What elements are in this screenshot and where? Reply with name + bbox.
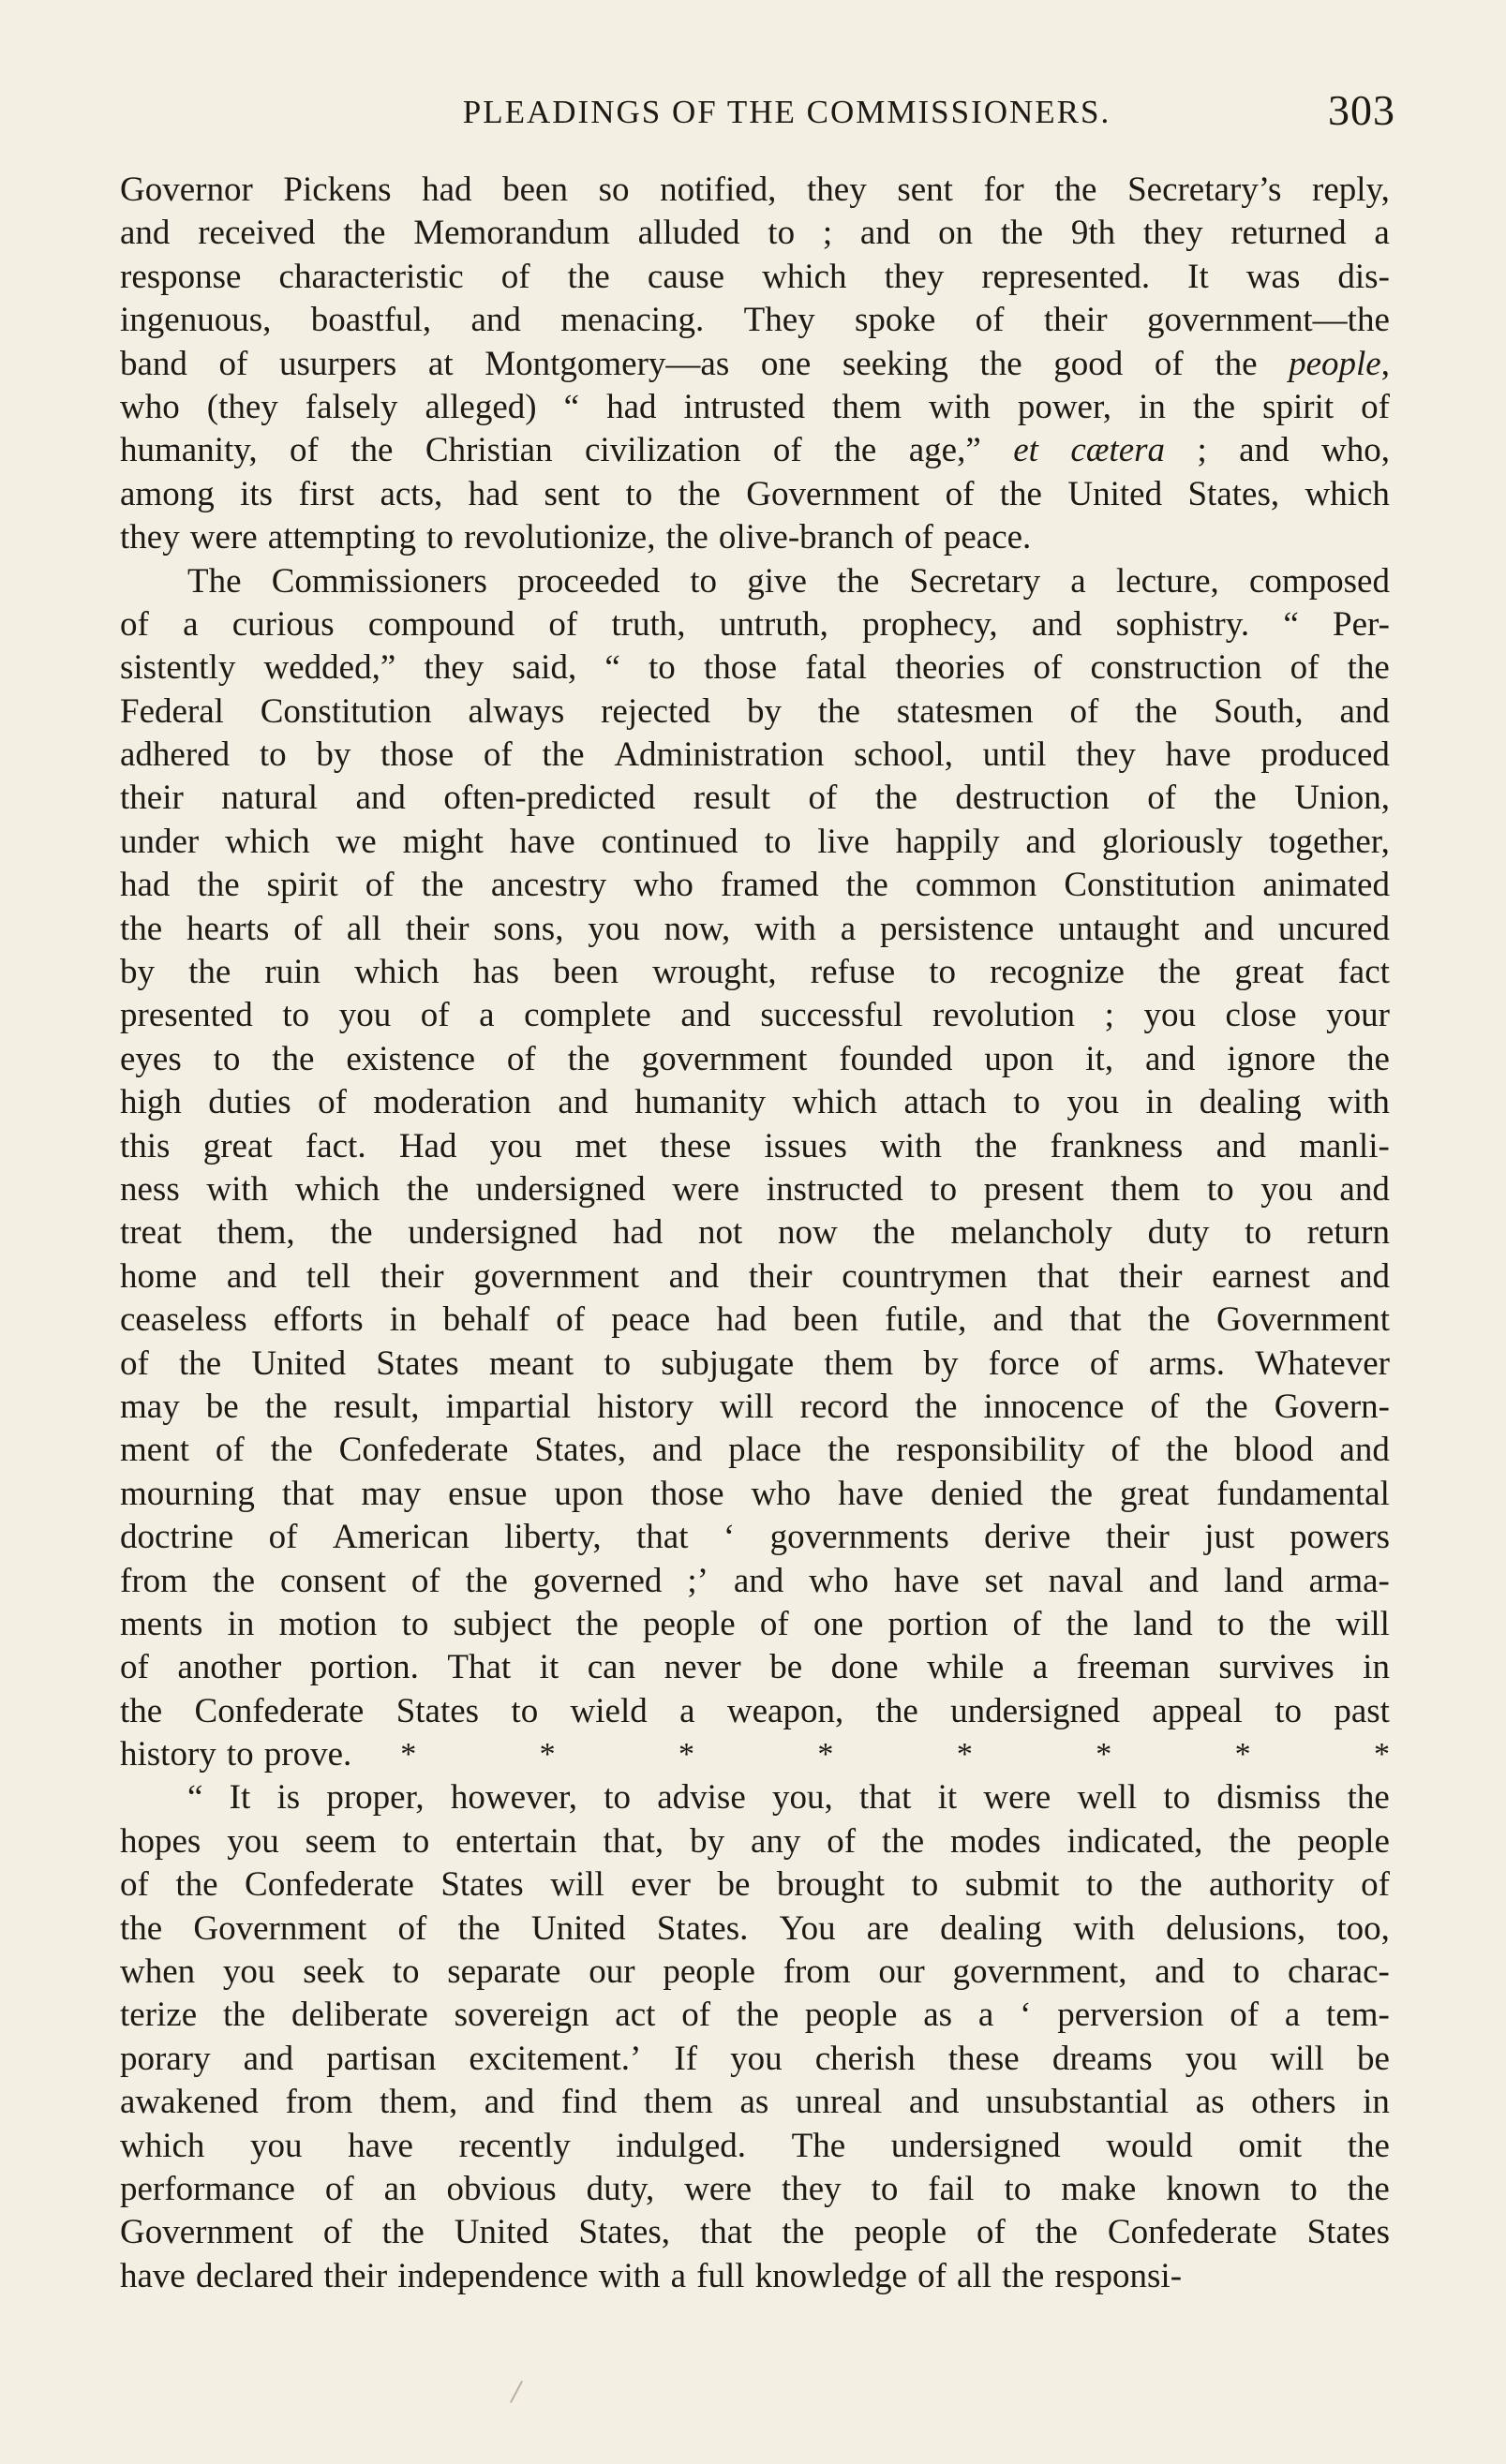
text-line: have declared their independence with a full knowledge of all the responsi- xyxy=(120,2256,1183,2295)
text-line: ment of the Confederate States, and place the responsibility of the blood and xyxy=(120,1431,1390,1470)
text-line: which you have recently indulged. The undersigned would omit the xyxy=(120,2126,1390,2165)
text-line: they were attempting to revolutionize, the olive-branch of peace. xyxy=(120,518,1032,557)
text-line: porary and partisan excitement.’ If you cherish these dreams you will be xyxy=(120,2039,1390,2078)
text-line: Governor Pickens had been so notified, they sent for the Secretary’s reply, xyxy=(120,171,1390,209)
text-line: of the United States meant to subjugate them by force of arms. Whatever xyxy=(120,1343,1390,1383)
text-line: presented to you of a complete and successful revolution ; you close your xyxy=(120,996,1390,1035)
text-line: may be the result, impartial history will record the innocence of the Govern- xyxy=(120,1387,1390,1426)
asterisk: * xyxy=(1373,1737,1390,1773)
text-line: history to prove. * * * * * * * * xyxy=(120,1733,1390,1776)
text-line: of the Confederate States will ever be brought to submit to the authority of xyxy=(120,1865,1390,1905)
text-line: the Confederate States to wield a weapon, the undersigned appeal to past xyxy=(120,1691,1390,1730)
text-line: adhered to by those of the Administration school, until they have produced xyxy=(120,735,1390,775)
text-line: band of usurpers at Montgomery—as one seeking the good of the people, xyxy=(120,344,1390,383)
asterisk: * xyxy=(1234,1737,1251,1773)
asterisk: * xyxy=(539,1737,556,1773)
page-mark xyxy=(510,2381,523,2403)
text-line: among its first acts, had sent to the Government of the United States, which xyxy=(120,474,1390,513)
text-line: ceaseless efforts in behalf of peace had been futile, and that the Government xyxy=(120,1300,1390,1340)
text-line: ingenuous, boastful, and menacing. They spoke of their government—the xyxy=(120,301,1390,340)
text-line: of a curious compound of truth, untruth, prophecy, and sophistry. “ Per- xyxy=(120,604,1390,644)
text-line: “ It is proper, however, to advise you, that it were well to dismiss the xyxy=(187,1778,1390,1818)
text-line: hopes you seem to entertain that, by any of the modes indicated, the people xyxy=(120,1821,1390,1861)
asterisk: * xyxy=(817,1737,834,1773)
text-line: by the ruin which has been wrought, refuse to recognize the great fact xyxy=(120,953,1390,992)
text-line: ness with which the undersigned were instructed to present them to you and xyxy=(120,1169,1390,1209)
text-line: when you seek to separate our people from our government, and to charac- xyxy=(120,1952,1390,1992)
text-line: this great fact. Had you met these issues with the frankness and manli- xyxy=(120,1126,1390,1165)
text-line: the Government of the United States. You are dealing with delusions, too, xyxy=(120,1908,1390,1948)
text-line: sistently wedded,” they said, “ to those fatal theories of construction of the xyxy=(120,648,1390,688)
text-line: response characteristic of the cause which they represented. It was dis- xyxy=(120,257,1390,296)
text-line: high duties of moderation and humanity which attach to you in dealing with xyxy=(120,1083,1390,1122)
text-line: awakened from them, and find them as unreal and unsubstantial as others in xyxy=(120,2083,1390,2122)
asterisk: * xyxy=(956,1737,973,1773)
asterisk: * xyxy=(678,1737,695,1773)
text-line: under which we might have continued to live happily and gloriously together, xyxy=(120,822,1390,861)
text-line: home and tell their government and their countrymen that their earnest and xyxy=(120,1256,1390,1296)
text-line: from the consent of the governed ;’ and who have set naval and land arma- xyxy=(120,1561,1390,1600)
running-title: PLEADINGS OF THE COMMISSIONERS. xyxy=(462,94,1111,130)
ellipsis-asterisks xyxy=(400,1733,1390,1776)
body-text xyxy=(120,169,1390,2298)
text-line: terize the deliberate sovereign act of the people as a ‘ perversion of a tem- xyxy=(120,1996,1390,2035)
text-line: their natural and often-predicted result of the destruction of the Union, xyxy=(120,779,1390,818)
text-line: Federal Constitution always rejected by the statesmen of the South, and xyxy=(120,691,1390,731)
text-line: humanity, of the Christian civilization of the age,” et cætera ; and who, xyxy=(120,431,1390,470)
running-head xyxy=(122,86,1395,135)
text-line: The Commissioners proceeded to give the Secretary a lecture, composed xyxy=(187,561,1390,601)
asterisk: * xyxy=(400,1737,417,1773)
asterisk: * xyxy=(1096,1737,1112,1773)
text-line: treat them, the undersigned had not now the melancholy duty to return xyxy=(120,1213,1390,1253)
text-line: the hearts of all their sons, you now, with a persistence untaught and uncured xyxy=(120,909,1390,948)
text-line: and received the Memorandum alluded to ; and on the 9th they returned a xyxy=(120,214,1390,253)
text-line: who (they falsely alleged) “ had intrusted them with power, in the spirit of xyxy=(120,387,1390,426)
page-number: 303 xyxy=(1328,86,1395,134)
text-line: mourning that may ensue upon those who have denied the great fundamental xyxy=(120,1474,1390,1513)
text-line: doctrine of American liberty, that ‘ governments derive their just powers xyxy=(120,1518,1390,1557)
text-line: eyes to the existence of the government founded upon it, and ignore the xyxy=(120,1039,1390,1078)
text-line: ments in motion to subject the people of one portion of the land to the will xyxy=(120,1604,1390,1643)
text-line: of another portion. That it can never be done while a freeman survives in xyxy=(120,1648,1390,1687)
text-line: Government of the United States, that the people of the Confederate States xyxy=(120,2213,1390,2252)
text-line: performance of an obvious duty, were they to fail to make known to the xyxy=(120,2169,1390,2208)
text-line: had the spirit of the ancestry who framed the common Constitution animated xyxy=(120,866,1390,905)
